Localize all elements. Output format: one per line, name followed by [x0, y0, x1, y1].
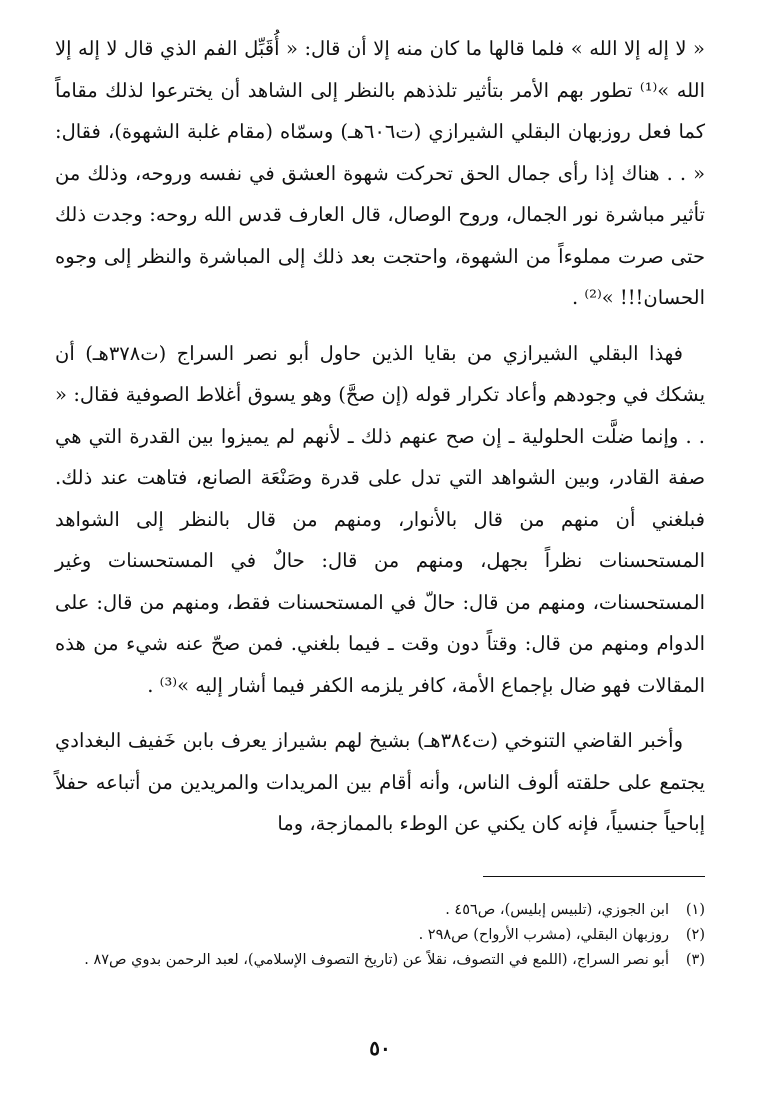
- footnote-1: [55, 898, 705, 923]
- footnote-number: (١): [685, 902, 705, 918]
- footnote-text: أبو نصر السراج، (اللمع في التصوف، نقلاً عن (تاريخ التصوف الإسلامي)، لعبد الرحمن بدوي ص٨٧ .: [84, 952, 669, 968]
- footnote-number: (٣): [685, 952, 705, 968]
- footnotes: [55, 898, 705, 973]
- body-paragraph-2: فهذا البقلي الشيرازي من بقايا الذين حاول أبو نصر السراج (ت٣٧٨هـ) أن يشكك في وجودهم وأعاد تكرار قوله (إن صحَّ) وهو يسوق أغلاط الصوفية فقال: « . . وإنما ضلَّت الحلولية ـ إن صح عنهم ذلك ـ لأنهم لم يميزوا بين القدرة التي هي صفة القادر، وبين الشواهد التي تدل على قدرة وصَنْعَة الصانع، فتاهت عند ذلك. فبلغني أن منهم من قال بالأنوار، ومنهم من قال بالنظر إلى الشواهد المستحسنات نظراً بجهل، ومنهم من قال: حالٌ في المستحسنات وغير المستحسنات، ومنهم من قال: حالّ في المستحسنات فقط، ومنهم من قال: على الدوام ومنهم من قال: وقتاً دون وقت ـ فيما بلغني. فمن صحّ عنه شيء من هذه المقالات فهو ضال بإجماع الأمة، كافر يلزمه الكفر فيما أشار إليه »⁽³⁾ .: [55, 341, 705, 697]
- page-number: ٥٠: [369, 1036, 391, 1060]
- page-body: [55, 28, 705, 859]
- footnote-text: ابن الجوزي، (تلبيس إبليس)، ص٤٥٦ .: [445, 902, 669, 918]
- body-paragraph-1: « لا إله إلا الله » فلما قالها ما كان منه إلا أن قال: « أُقَبِّل الفم الذي قال لا إله إلا الله »⁽¹⁾ تطور بهم الأمر بتأثير تلذذهم بالنظر إلى الشاهد أن يخترعوا لذلك مقاماً كما فعل روزبهان البقلي الشيرازي (ت٦٠٦هـ) وسمّاه (مقام غلبة الشهوة)، فقال: « . . هناك إذا رأى جمال الحق تحركت شهوة العشق في نفسه وروحه، وذلك من تأثير مباشرة نور الجمال، وروح الوصال، قال العارف قدس الله روحه: وجدت ذلك حتى صرت مملوءاً من الشهوة، واحتجت بعد ذلك إلى المباشرة والنظر إلى وجوه الحسان!!! »⁽²⁾ .: [55, 37, 706, 309]
- body-paragraph-3: وأخبر القاضي التنوخي (ت٣٨٤هـ) بشيخ لهم بشيراز يعرف بابن خَفيف البغدادي يجتمع على حلقته ألوف الناس، وأنه أقام بين المريدات والمريدين من أتباعه حفلاً إباحياً جنسياً، فإنه كان يكني عن الوطء بالممازجة، وما: [55, 729, 705, 835]
- footnote-text: روزبهان البقلي، (مشرب الأرواح) ص٢٩٨ .: [418, 927, 669, 943]
- footnote-number: (٢): [685, 927, 705, 943]
- footnote-2: [55, 923, 705, 948]
- footnote-3: [55, 948, 705, 973]
- footnote-separator: [483, 876, 705, 877]
